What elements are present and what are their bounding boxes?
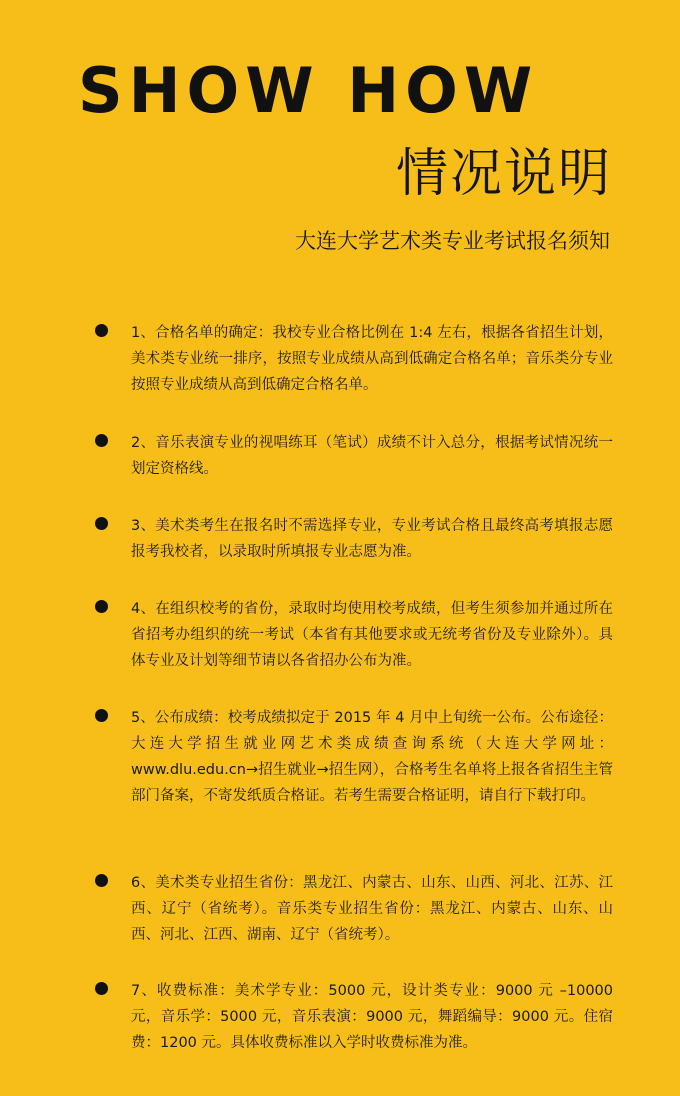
bullet-icon	[95, 600, 108, 613]
item-text: 1、合格名单的确定：我校专业合格比例在 1:4 左右，根据各省招生计划，美术类专业统一排序，按照专业成绩从高到低确定合格名单；音乐类分专业按照专业成绩从高到低确定合格名单。	[131, 325, 613, 393]
bullet-icon	[95, 982, 108, 995]
item-text: 2、音乐表演专业的视唱练耳（笔试）成绩不计入总分，根据考试情况统一划定资格线。	[131, 435, 613, 477]
bullet-icon	[95, 324, 108, 337]
page-title: 情况说明	[395, 144, 612, 204]
item-text: 5、公布成绩：校考成绩拟定于 2015 年 4 月中上旬统一公布。公布途径：大连大学招生就业网艺术类成绩查询系统（大连大学网址：www.dlu.edu.cn→招生就业→招生网），合格考生名单将上报各省招生主管部门备案，不寄发纸质合格证。若考生需要合格证明，请自行下载打印。	[131, 710, 613, 804]
bullet-icon	[95, 709, 108, 722]
bullet-icon	[95, 434, 108, 447]
bullet-icon	[95, 874, 108, 887]
page-subtitle: 大连大学艺术类专业考试报名须知	[295, 229, 610, 253]
item-text: 4、在组织校考的省份，录取时均使用校考成绩，但考生须参加并通过所在省招考办组织的统一考试（本省有其他要求或无统考省份及专业除外）。具体专业及计划等细节请以各省招办公布为准。	[131, 601, 613, 669]
bullet-icon	[95, 517, 108, 530]
item-text: 7、收费标准：美术学专业：5000 元，设计类专业：9000 元 –10000 元，音乐学：5000 元，音乐表演：9000 元，舞蹈编导：9000 元。住宿费：1200 元。具体收费标准以入学时收费标准为准。	[131, 983, 613, 1051]
item-text: 6、美术类专业招生省份：黑龙江、内蒙古、山东、山西、河北、江苏、江西、辽宁（省统考）。音乐类专业招生省份：黑龙江、内蒙古、山东、山西、河北、江西、湖南、辽宁（省统考）。	[131, 875, 613, 943]
item-text: 3、美术类考生在报名时不需选择专业，专业考试合格且最终高考填报志愿报考我校者，以录取时所填报专业志愿为准。	[131, 518, 613, 560]
show-how-logo: SHOW HOW	[78, 54, 539, 127]
